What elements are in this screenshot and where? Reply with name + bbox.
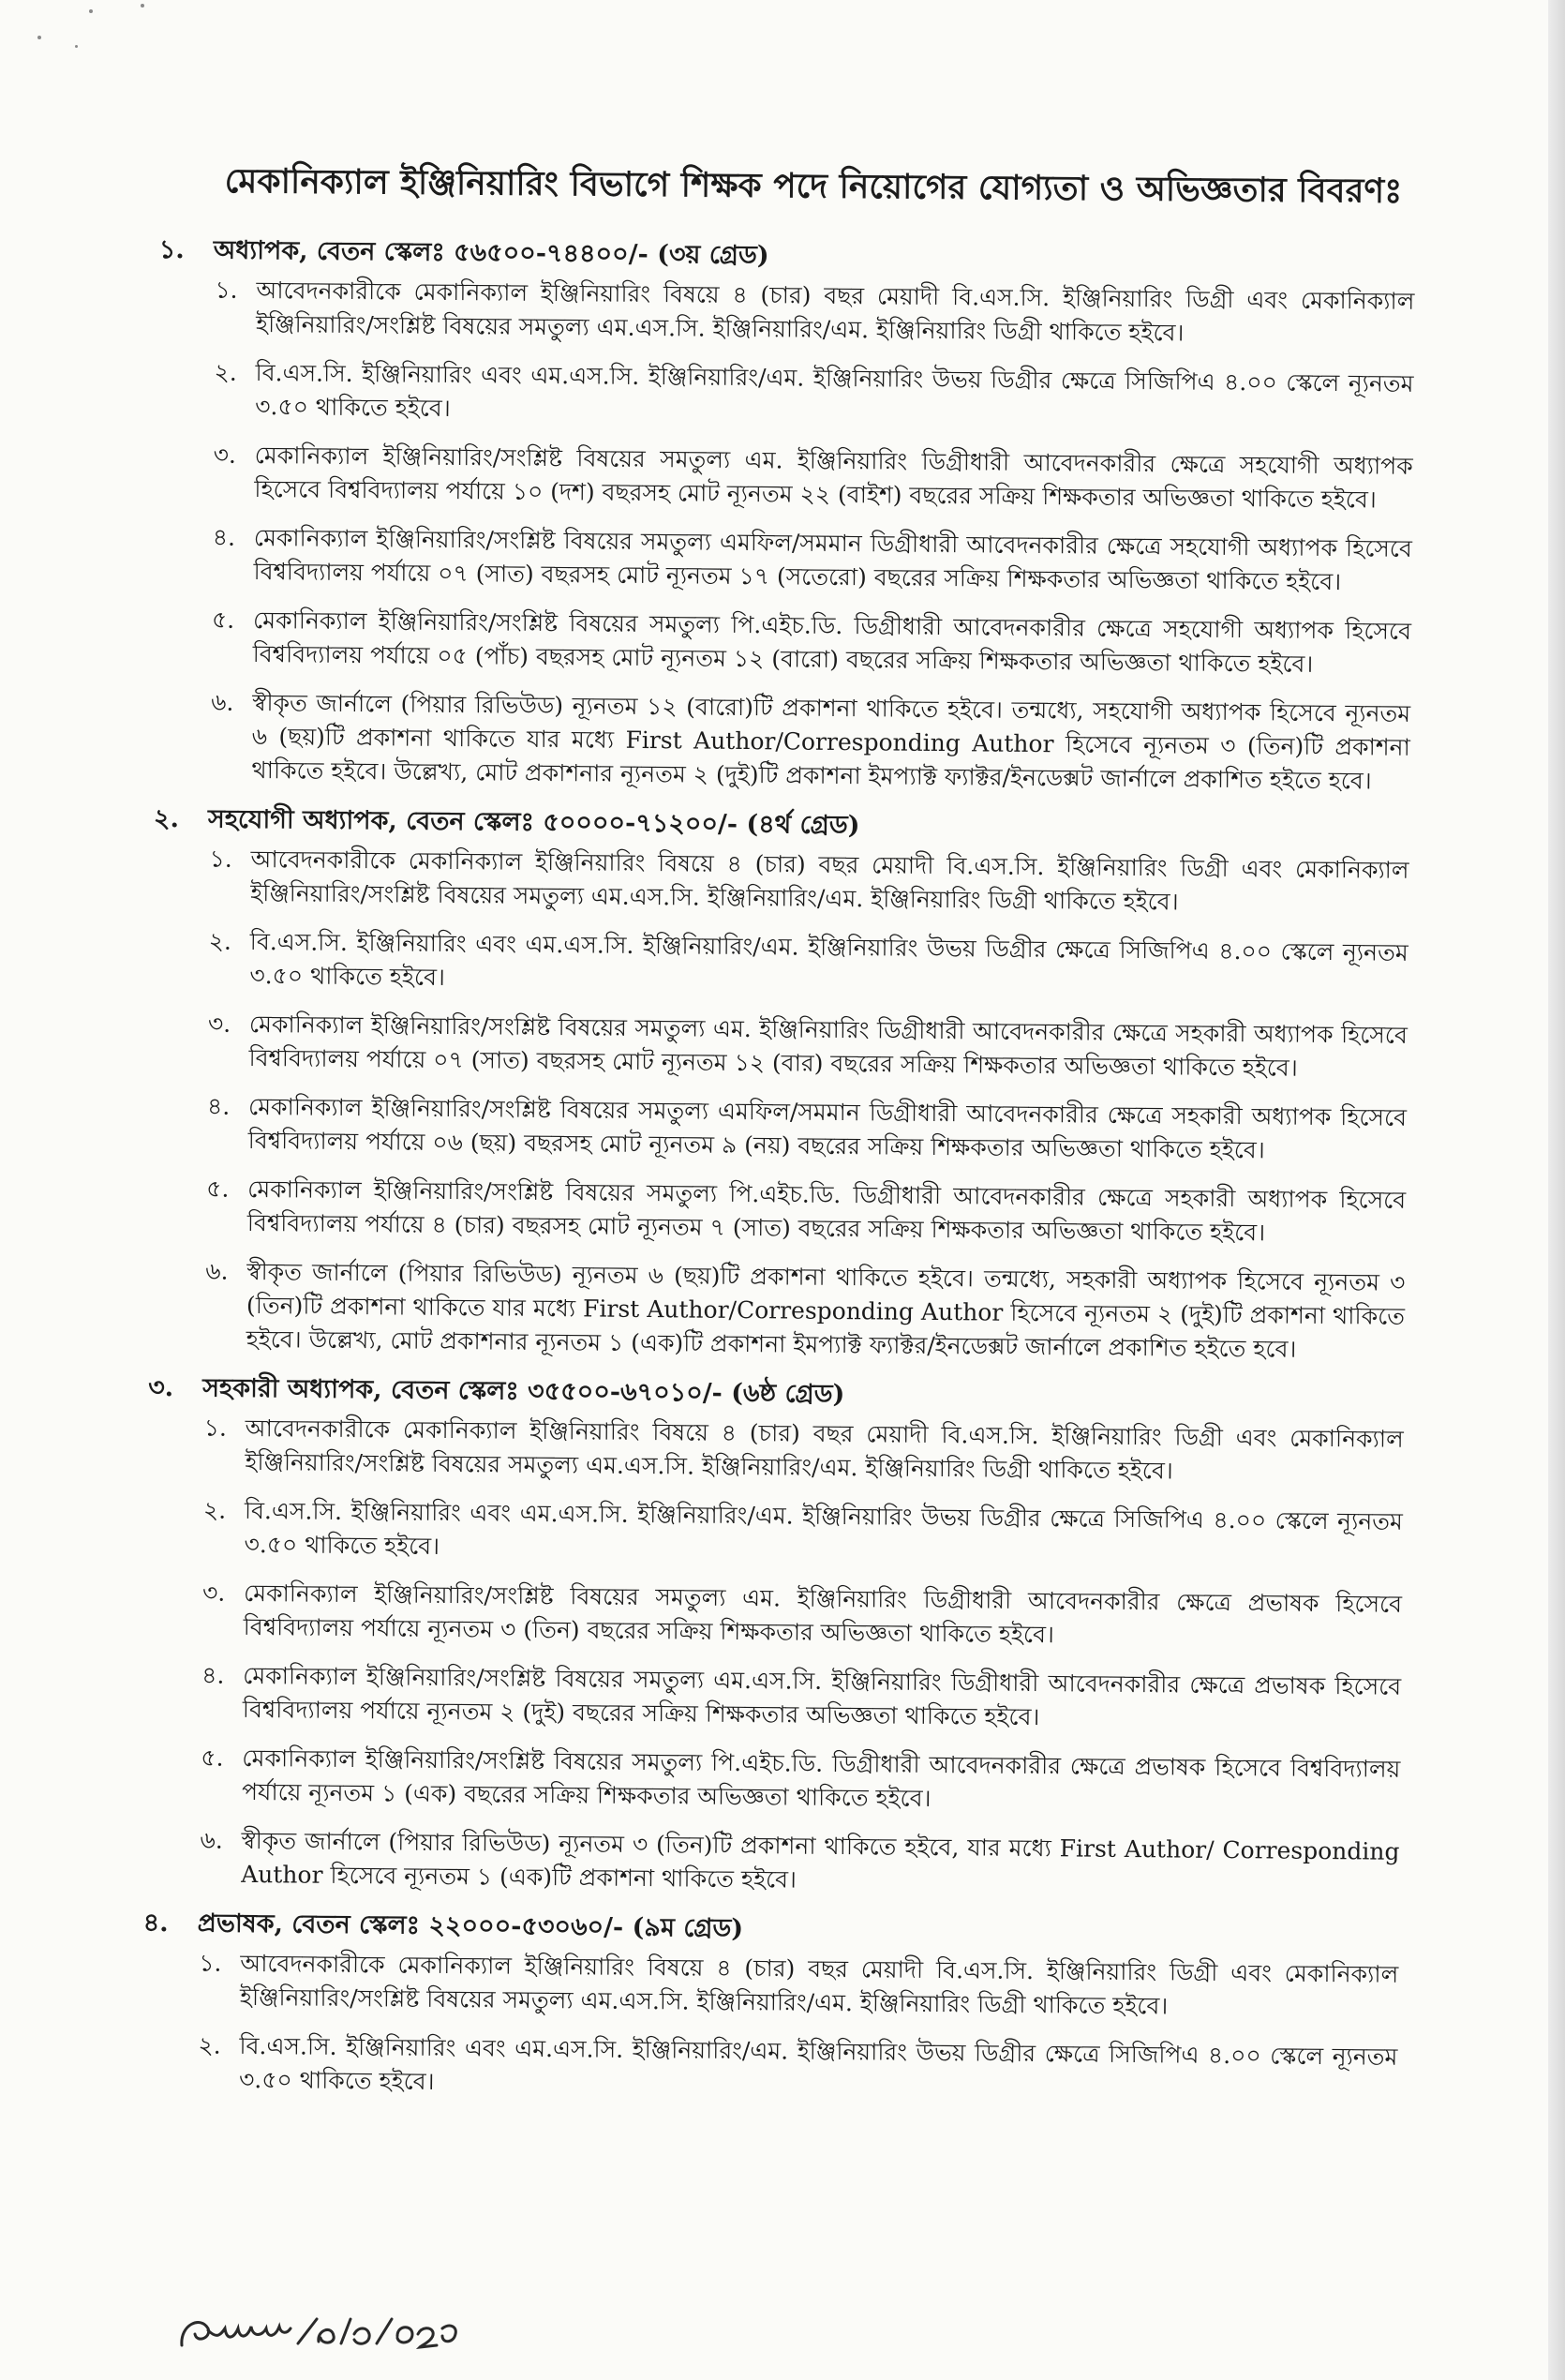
section-lecturer	[142, 1906, 1399, 2108]
section-title: সহযোগী অধ্যাপক, বেতন স্কেলঃ ৫০০০০-৭১২০০/- (৪র্থ গ্রেড)	[207, 804, 860, 841]
requirement-item	[201, 1659, 1402, 1738]
signature-scrawl	[176, 2306, 467, 2362]
item-text: আবেদনকারীকে মেকানিক্যাল ইঞ্জিনিয়ারিং বিষয়ে ৪ (চার) বছর মেয়াদী বি.এস.সি. ইঞ্জিনিয়ারিং ডিগ্রী এবং মেকানিক্যাল ইঞ্জিনিয়ারিং/সংশ্লিষ্ট বিষয়ের সমতুল্য এম.এস.সি. ইঞ্জিনিয়ারিং/এম. ইঞ্জিনিয়ারিং ডিগ্রী থাকিতে হইবে।	[239, 1949, 1399, 2020]
item-number: ৪.	[201, 1661, 225, 1689]
item-text: আবেদনকারীকে মেকানিক্যাল ইঞ্জিনিয়ারিং বিষয়ে ৪ (চার) বছর মেয়াদী বি.এস.সি. ইঞ্জিনিয়ারিং ডিগ্রী এবং মেকানিক্যাল ইঞ্জিনিয়ারিং/সংশ্লিষ্ট বিষয়ের সমতুল্য এম.এস.সি. ইঞ্জিনিয়ারিং/এম. ইঞ্জিনিয়ারিং ডিগ্রী থাকিতে হইবে।	[250, 845, 1409, 916]
requirement-item	[208, 925, 1408, 1004]
item-text: বি.এস.সি. ইঞ্জিনিয়ারিং এবং এম.এস.সি. ইঞ্জিনিয়ারিং/এম. ইঞ্জিনিয়ারিং উভয় ডিগ্রীর ক্ষেত্রে সিজিপিএ ৪.০০ স্কেলে ন্যূনতম ৩.৫০ থাকিতে হইবে।	[249, 927, 1408, 991]
requirement-item	[207, 1008, 1408, 1086]
requirement-item	[213, 439, 1413, 517]
item-number: ১.	[215, 276, 238, 304]
item-number: ১.	[199, 1949, 222, 1977]
item-text: আবেদনকারীকে মেকানিক্যাল ইঞ্জিনিয়ারিং বিষয়ে ৪ (চার) বছর মেয়াদী বি.এস.সি. ইঞ্জিনিয়ারিং ডিগ্রী এবং মেকানিক্যাল ইঞ্জিনিয়ারিং/সংশ্লিষ্ট বিষয়ের সমতুল্য এম.এস.সি. ইঞ্জিনিয়ারিং/এম. ইঞ্জিনিয়ারিং ডিগ্রী থাকিতে হইবে।	[255, 276, 1415, 347]
item-number: ৬.	[211, 688, 234, 716]
item-text: স্বীকৃত জার্নালে (পিয়ার রিভিউড) ন্যূনতম ৬ (ছয়)টি প্রকাশনা থাকিতে হইবে। তন্মধ্যে, সহকারী অধ্যাপক হিসেবে ন্যূনতম ৩ (তিন)টি প্রকাশনা থাকিতে যার মধ্যে First Author/Corresponding Author হিসেবে ন্যূনতম ২ (দুই)টি প্রকাশনা থাকিতে হইবে। উল্লেখ্য, মোট প্রকাশনার ন্যূনতম ১ (এক)টি প্রকাশনা ইমপ্যাক্ট ফ্যাক্টর/ইনডেক্সট জার্নালে প্রকাশিত হইতে হবে।	[246, 1257, 1406, 1363]
requirement-item	[214, 356, 1414, 435]
section-heading	[148, 1370, 1404, 1417]
item-number: ১.	[209, 845, 232, 873]
section-title: অধ্যাপক, বেতন স্কেলঃ ৫৬৫০০-৭৪৪০০/- (৩য় গ্রেড)	[213, 235, 769, 271]
section-associate-professor	[149, 801, 1410, 1368]
page-edge-shadow	[1548, 0, 1565, 2380]
section-title: প্রভাষক, বেতন স্কেলঃ ২২০০০-৫৩০৬০/- (৯ম গ্রেড)	[197, 1908, 744, 1944]
requirement-list	[198, 1946, 1398, 2107]
item-text: মেকানিক্যাল ইঞ্জিনিয়ারিং/সংশ্লিষ্ট বিষয়ের সমতুল্য এম. ইঞ্জিনিয়ারিং ডিগ্রীধারী আবেদনকারীর ক্ষেত্রে সহযোগী অধ্যাপক হিসেবে বিশ্ববিদ্যালয় পর্যায়ে ১০ (দশ) বছরসহ মোট ন্যূনতম ২২ (বাইশ) বছরের সক্রিয় শিক্ষকতার অভিজ্ঞতা থাকিতে হইবে।	[254, 441, 1413, 514]
item-number: ১.	[203, 1414, 228, 1442]
item-text: বি.এস.সি. ইঞ্জিনিয়ারিং এবং এম.এস.সি. ইঞ্জিনিয়ারিং/এম. ইঞ্জিনিয়ারিং উভয় ডিগ্রীর ক্ষেত্রে সিজিপিএ ৪.০০ স্কেলে ন্যূনতম ৩.৫০ থাকিতে হইবে।	[244, 1496, 1403, 1560]
item-text: বি.এস.সি. ইঞ্জিনিয়ারিং এবং এম.এস.সি. ইঞ্জিনিয়ারিং/এম. ইঞ্জিনিয়ারিং উভয় ডিগ্রীর ক্ষেত্রে সিজিপিএ ৪.০০ স্কেলে ন্যূনতম ৩.৫০ থাকিতে হইবে।	[238, 2031, 1398, 2095]
requirement-item	[206, 1173, 1407, 1251]
requirement-item	[204, 1255, 1405, 1368]
item-number: ২.	[198, 2031, 221, 2059]
item-number: ৪.	[206, 1092, 231, 1120]
handwritten-signature	[176, 2306, 467, 2362]
requirement-item	[209, 843, 1409, 921]
requirement-item	[200, 1823, 1400, 1902]
section-number: ১.	[158, 234, 185, 265]
requirement-item	[201, 1742, 1401, 1820]
scan-speck	[75, 45, 78, 48]
section-heading	[143, 1906, 1399, 1953]
item-text: মেকানিক্যাল ইঞ্জিনিয়ারিং/সংশ্লিষ্ট বিষয়ের সমতুল্য এম. ইঞ্জিনিয়ারিং ডিগ্রীধারী আবেদনকারীর ক্ষেত্রে প্রভাষক হিসেবে বিশ্ববিদ্যালয় পর্যায়ে ন্যূনতম ৩ (তিন) বছরের সক্রিয় শিক্ষকতার অভিজ্ঞতা থাকিতে হইবে।	[243, 1579, 1403, 1649]
requirement-item	[210, 686, 1410, 799]
item-number: ৬.	[200, 1826, 223, 1854]
item-text: মেকানিক্যাল ইঞ্জিনিয়ারিং/সংশ্লিষ্ট বিষয়ের সমতুল্য এমফিল/সমমান ডিগ্রীধারী আবেদনকারীর ক্ষেত্রে সহকারী অধ্যাপক হিসেবে বিশ্ববিদ্যালয় পর্যায়ে ০৬ (ছয়) বছরসহ মোট ন্যূনতম ৯ (নয়) বছরের সক্রিয় শিক্ষকতার অভিজ্ঞতা থাকিতে হইবে।	[247, 1092, 1408, 1164]
document-title: মেকানিক্যাল ইঞ্জিনিয়ারিং বিভাগে শিক্ষক পদে নিয়োগের যোগ্যতা ও অভিজ্ঞতার বিবরণঃ	[224, 160, 1403, 211]
section-professor	[154, 232, 1415, 799]
item-number: ৪.	[212, 523, 236, 551]
item-text: মেকানিক্যাল ইঞ্জিনিয়ারিং/সংশ্লিষ্ট বিষয়ের সমতুল্য পি.এইচ.ডি. ডিগ্রীধারী আবেদনকারীর ক্ষেত্রে সহকারী অধ্যাপক হিসেবে বিশ্ববিদ্যালয় পর্যায়ে ৪ (চার) বছরসহ মোট ন্যূনতম ৭ (সাত) বছরের সক্রিয় শিক্ষকতার অভিজ্ঞতা থাকিতে হইবে।	[246, 1175, 1407, 1247]
item-number: ২.	[202, 1496, 227, 1524]
requirement-item	[212, 521, 1412, 600]
item-text: মেকানিক্যাল ইঞ্জিনিয়ারিং/সংশ্লিষ্ট বিষয়ের সমতুল্য পি.এইচ.ডি. ডিগ্রীধারী আবেদনকারীর ক্ষেত্রে সহযোগী অধ্যাপক হিসেবে বিশ্ববিদ্যালয় পর্যায়ে ০৫ (পাঁচ) বছরসহ মোট ন্যূনতম ১২ (বারো) বছরের সক্রিয় শিক্ষকতার অভিজ্ঞতা থাকিতে হইবে।	[252, 606, 1412, 678]
scan-speck	[141, 4, 144, 7]
requirement-list	[200, 1412, 1404, 1903]
item-number: ৬.	[205, 1257, 229, 1285]
requirement-list	[210, 274, 1414, 799]
item-text: মেকানিক্যাল ইঞ্জিনিয়ারিং/সংশ্লিষ্ট বিষয়ের সমতুল্য এম. ইঞ্জিনিয়ারিং ডিগ্রীধারী আবেদনকারীর ক্ষেত্রে সহকারী অধ্যাপক হিসেবে বিশ্ববিদ্যালয় পর্যায়ে ০৭ (সাত) বছরসহ মোট ন্যূনতম ১২ (বার) বছরের সক্রিয় শিক্ষকতার অভিজ্ঞতা থাকিতে হইবে।	[248, 1010, 1408, 1082]
scan-speck	[89, 9, 93, 13]
item-text: মেকানিক্যাল ইঞ্জিনিয়ারিং/সংশ্লিষ্ট বিষয়ের সমতুল্য এম.এস.সি. ইঞ্জিনিয়ারিং ডিগ্রীধারী আবেদনকারীর ক্ষেত্রে প্রভাষক হিসেবে বিশ্ববিদ্যালয় পর্যায়ে ন্যূনতম ২ (দুই) বছরের সক্রিয় শিক্ষকতার অভিজ্ঞতা থাকিতে হইবে।	[242, 1661, 1402, 1731]
item-number: ২.	[214, 358, 237, 386]
item-number: ৫.	[211, 606, 235, 634]
requirement-item	[198, 2028, 1398, 2107]
section-number: ৪.	[142, 1908, 169, 1938]
requirement-list	[204, 843, 1408, 1368]
item-text: মেকানিক্যাল ইঞ্জিনিয়ারিং/সংশ্লিষ্ট বিষয়ের সমতুল্য পি.এইচ.ডি. ডিগ্রীধারী আবেদনকারীর ক্ষেত্রে প্রভাষক হিসেবে বিশ্ববিদ্যালয় পর্যায়ে ন্যূনতম ১ (এক) বছরের সক্রিয় শিক্ষকতার অভিজ্ঞতা থাকিতে হইবে।	[241, 1744, 1401, 1812]
item-text: আবেদনকারীকে মেকানিক্যাল ইঞ্জিনিয়ারিং বিষয়ে ৪ (চার) বছর মেয়াদী বি.এস.সি. ইঞ্জিনিয়ারিং ডিগ্রী এবং মেকানিক্যাল ইঞ্জিনিয়ারিং/সংশ্লিষ্ট বিষয়ের সমতুল্য এম.এস.সি. ইঞ্জিনিয়ারিং/এম. ইঞ্জিনিয়ারিং ডিগ্রী থাকিতে হইবে।	[245, 1414, 1404, 1485]
requirement-item	[202, 1494, 1403, 1573]
document-body	[142, 232, 1415, 2123]
item-number: ৩.	[213, 441, 237, 469]
requirement-item	[199, 1946, 1399, 2025]
item-text: স্বীকৃত জার্নালে (পিয়ার রিভিউড) ন্যূনতম ১২ (বারো)টি প্রকাশনা থাকিতে হইবে। তন্মধ্যে, সহযোগী অধ্যাপক হিসেবে ন্যূনতম ৬ (ছয়)টি প্রকাশনা থাকিতে যার মধ্যে First Author/Corresponding Author হিসেবে ন্যূনতম ৩ (তিন)টি প্রকাশনা থাকিতে হইবে। উল্লেখ্য, মোট প্রকাশনার ন্যূনতম ২ (দুই)টি প্রকাশনা ইমপ্যাক্ট ফ্যাক্টর/ইনডেক্সট জার্নালে প্রকাশিত হইতে হবে।	[251, 688, 1411, 795]
item-text: বি.এস.সি. ইঞ্জিনিয়ারিং এবং এম.এস.সি. ইঞ্জিনিয়ারিং/এম. ইঞ্জিনিয়ারিং উভয় ডিগ্রীর ক্ষেত্রে সিজিপিএ ৪.০০ স্কেলে ন্যূনতম ৩.৫০ থাকিতে হইবে।	[255, 358, 1414, 422]
requirement-item	[202, 1577, 1403, 1655]
requirement-item	[207, 1090, 1408, 1169]
item-text: মেকানিক্যাল ইঞ্জিনিয়ারিং/সংশ্লিষ্ট বিষয়ের সমতুল্য এমফিল/সমমান ডিগ্রীধারী আবেদনকারীর ক্ষেত্রে সহযোগী অধ্যাপক হিসেবে বিশ্ববিদ্যালয় পর্যায়ে ০৭ (সাত) বছরসহ মোট ন্যূনতম ১৭ (সতেরো) বছরের সক্রিয় শিক্ষকতার অভিজ্ঞতা থাকিতে হইবে।	[253, 523, 1412, 596]
section-heading	[154, 801, 1409, 848]
section-heading	[159, 232, 1415, 279]
scan-speck	[37, 36, 41, 39]
requirement-item	[215, 274, 1415, 352]
item-number: ৩.	[201, 1579, 226, 1607]
item-number: ৫.	[206, 1175, 230, 1203]
section-number: ২.	[153, 803, 180, 834]
requirement-item	[212, 604, 1412, 682]
item-number: ৩.	[207, 1010, 231, 1038]
item-text: স্বীকৃত জার্নালে (পিয়ার রিভিউড) ন্যূনতম ৩ (তিন)টি প্রকাশনা থাকিতে হইবে, যার মধ্যে First Author/ Corresponding Author হিসেবে ন্যূনতম ১ (এক)টি প্রকাশনা থাকিতে হইবে।	[241, 1826, 1400, 1894]
item-number: ২.	[208, 927, 232, 955]
section-number: ৩.	[148, 1372, 174, 1403]
section-assistant-professor	[143, 1370, 1404, 1903]
item-number: ৫.	[201, 1744, 224, 1772]
section-title: সহকারী অধ্যাপক, বেতন স্কেলঃ ৩৫৫০০-৬৭০১০/- (৬ষ্ঠ গ্রেড)	[202, 1373, 845, 1410]
requirement-item	[203, 1412, 1404, 1490]
